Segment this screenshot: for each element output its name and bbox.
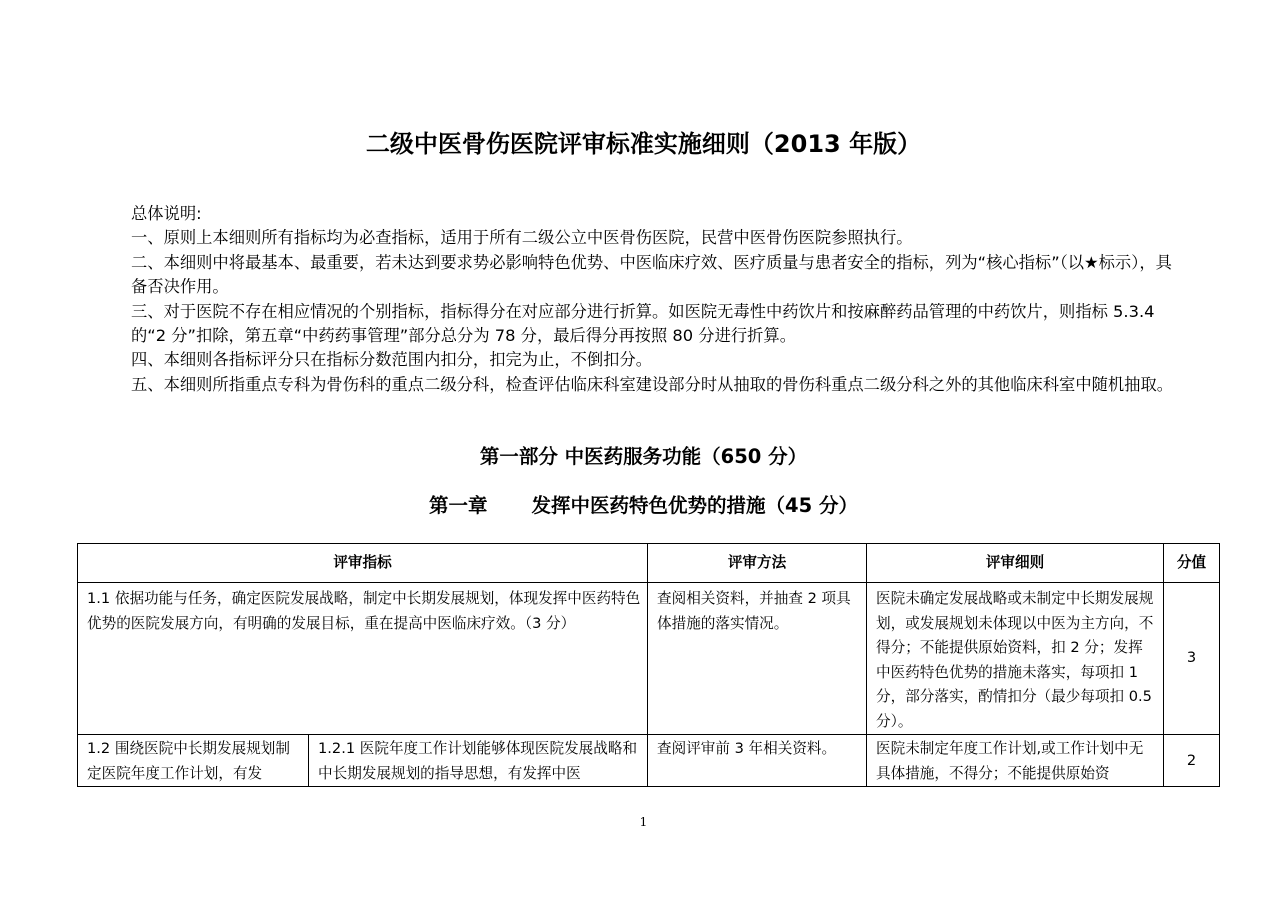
table-row (78, 583, 1220, 735)
sub-indicator-cell: 1.2.1 医院年度工作计划能够体现医院发展战略和中长期发展规划的指导思想，有发挥中医 (309, 735, 648, 787)
score-cell: 3 (1164, 583, 1220, 735)
chapter-title (0, 491, 1287, 521)
table-row (78, 735, 1220, 787)
chapter-name: 发挥中医药特色优势的措施（45 分） (531, 494, 858, 517)
detail-cell: 医院未制定年度工作计划,或工作计划中无具体措施，不得分；不能提供原始资 (867, 735, 1164, 787)
general-notes-heading: 总体说明: (131, 204, 202, 223)
general-notes (131, 202, 1176, 397)
evaluation-table (77, 543, 1220, 787)
score-cell: 2 (1164, 735, 1220, 787)
part-title: 第一部分 中医药服务功能（650 分） (479, 445, 808, 468)
general-note-item: 一、原则上本细则所有指标均为必查指标，适用于所有二级公立中医骨伤医院，民营中医骨伤医院参照执行。 (131, 228, 913, 248)
general-note-item: 三、对于医院不存在相应情况的个别指标，指标得分在对应部分进行折算。如医院无毒性中药饮片和按麻醉药品管理的中药饮片，则指标 5.3.4 的“2 分”扣除，第五章“中药药事管理”部分总分为 78 分，最后得分再按照 80 分进行折算。 (131, 301, 1155, 346)
method-cell: 查阅评审前 3 年相关资料。 (648, 735, 867, 787)
header-detail: 评审细则 (867, 544, 1164, 583)
indicator-cell: 1.2 围绕医院中长期发展规划制定医院年度工作计划，有发 (78, 735, 309, 787)
general-note-item: 五、本细则所指重点专科为骨伤科的重点二级分科，检查评估临床科室建设部分时从抽取的骨伤科重点二级分科之外的其他临床科室中随机抽取。 (131, 374, 1174, 394)
header-score: 分值 (1164, 544, 1220, 583)
page-number: 1 (639, 815, 648, 829)
indicator-cell: 1.1 依据功能与任务，确定医院发展战略，制定中长期发展规划，体现发挥中医药特色优势的医院发展方向，有明确的发展目标，重在提高中医临床疗效。（3 分） (78, 583, 648, 735)
general-note-item: 二、本细则中将最基本、最重要，若未达到要求势必影响特色优势、中医临床疗效、医疗质量与患者安全的指标，列为“核心指标”（以★标示），具备否决作用。 (131, 252, 1172, 297)
method-cell: 查阅相关资料，并抽查 2 项具体措施的落实情况。 (648, 583, 867, 735)
general-note-item: 四、本细则各指标评分只在指标分数范围内扣分，扣完为止，不倒扣分。 (131, 350, 653, 370)
header-method: 评审方法 (648, 544, 867, 583)
table-header-row (78, 544, 1220, 583)
header-indicator: 评审指标 (78, 544, 648, 583)
document-title: 二级中医骨伤医院评审标准实施细则（2013 年版） (365, 130, 922, 158)
detail-cell: 医院未确定发展战略或未制定中长期发展规划，或发展规划未体现以中医为主方向，不得分；不能提供原始资料，扣 2 分；发挥中医药特色优势的措施未落实，每项扣 1 分，部分落实，酌情扣分（最少每项扣 0.5 分）。 (867, 583, 1164, 735)
chapter-label: 第一章 (429, 494, 488, 517)
